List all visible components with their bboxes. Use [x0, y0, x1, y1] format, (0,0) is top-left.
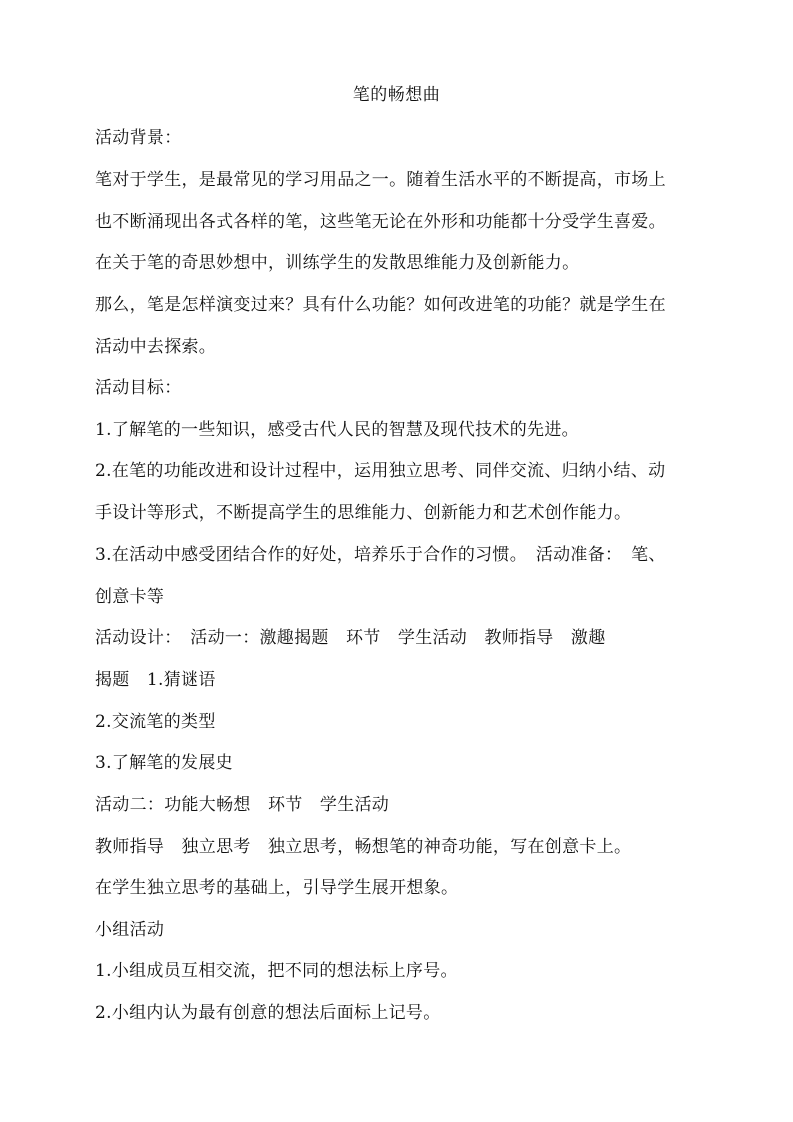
paragraph-line: 也不断涌现出各式各样的笔，这些笔无论在外形和功能都十分受学生喜爱。 [95, 212, 666, 232]
paragraph-line: 在学生独立思考的基础上，引导学生展开想象。 [95, 878, 459, 898]
document-title: 笔的畅想曲 [352, 85, 441, 105]
section-heading-goals: 活动目标： [95, 378, 182, 398]
paragraph-line: 在关于笔的奇思妙想中，训练学生的发散思维能力及创新能力。 [95, 253, 580, 273]
list-item: 3.在活动中感受团结合作的好处，培养乐于合作的习惯。 活动准备： 笔、 [95, 545, 666, 565]
list-item: 2.小组内认为最有创意的想法后面标上记号。 [95, 1003, 441, 1023]
list-item: 2.在笔的功能改进和设计过程中，运用独立思考、同伴交流、归纳小结、动 [95, 461, 666, 481]
list-item: 1.小组成员互相交流，把不同的想法标上序号。 [95, 961, 458, 981]
paragraph-line: 笔对于学生，是最常见的学习用品之一。随着生活水平的不断提高，市场上 [95, 170, 666, 190]
paragraph-line: 那么，笔是怎样演变过来？具有什么功能？如何改进笔的功能？就是学生在 [95, 295, 666, 315]
list-item: 2.交流笔的类型 [95, 712, 216, 732]
section-heading-design: 活动设计： 活动一：激趣揭题 环节 学生活动 教师指导 激趣 [95, 628, 606, 648]
paragraph-line: 教师指导 独立思考 独立思考，畅想笔的神奇功能，写在创意卡上。 [95, 837, 632, 857]
list-item: 3.了解笔的发展史 [95, 753, 233, 773]
paragraph-line: 活动中去探索。 [95, 337, 217, 357]
paragraph-line: 揭题 1.猜谜语 [95, 670, 216, 690]
paragraph-line: 创意卡等 [95, 587, 165, 607]
section-heading-background: 活动背景： [95, 128, 182, 148]
paragraph-line: 手设计等形式，不断提高学生的思维能力、创新能力和艺术创作能力。 [95, 503, 632, 523]
section-heading-group: 小组活动 [95, 920, 165, 940]
section-heading-activity-two: 活动二：功能大畅想 环节 学生活动 [95, 795, 390, 815]
list-item: 1.了解笔的一些知识，感受古代人民的智慧及现代技术的先进。 [95, 420, 579, 440]
